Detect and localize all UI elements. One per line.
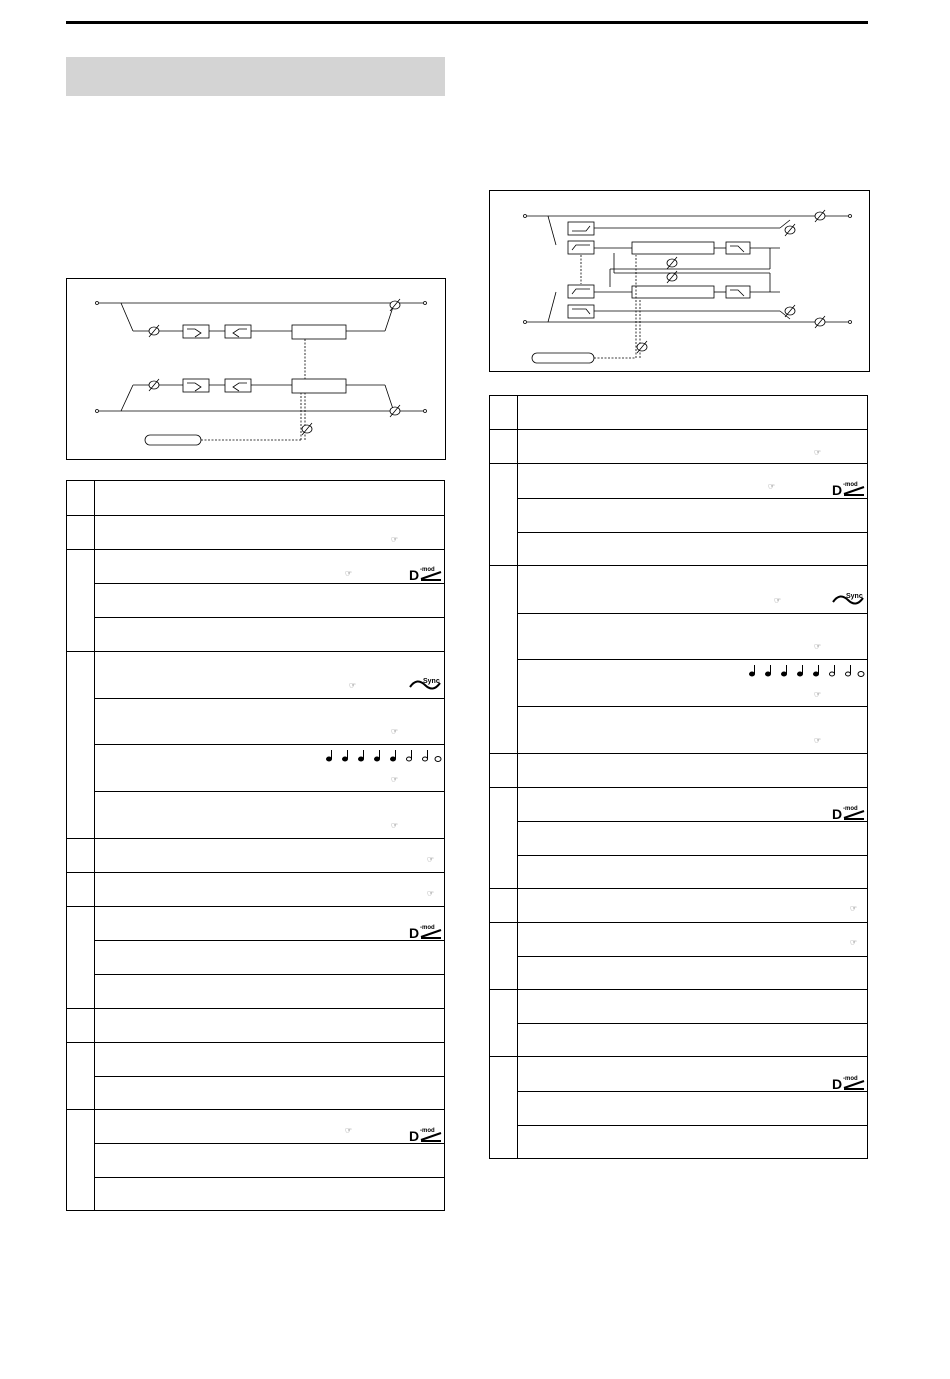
hand-pointer-icon: ☞ <box>850 904 858 913</box>
param-row <box>490 990 867 1057</box>
top-rule <box>66 21 868 24</box>
hand-pointer-icon: ☞ <box>814 448 822 457</box>
svg-text:D: D <box>409 925 420 939</box>
hand-pointer-icon: ☞ <box>814 736 822 745</box>
stereo-effect-diagram-left <box>66 278 446 460</box>
param-row <box>67 907 444 1009</box>
hand-pointer-icon: ☞ <box>345 569 353 578</box>
sub-row-divider <box>518 1125 867 1126</box>
param-row <box>490 754 867 788</box>
hand-pointer-icon: ☞ <box>391 775 399 784</box>
param-row <box>490 430 867 464</box>
sub-row-divider <box>95 1177 444 1178</box>
param-row <box>67 550 444 652</box>
hand-pointer-icon: ☞ <box>814 642 822 651</box>
block-diagram-svg <box>490 191 869 371</box>
svg-text:Sync: Sync <box>846 593 863 600</box>
svg-text:-mod: -mod <box>420 1128 435 1134</box>
dmod-icon <box>409 1126 443 1142</box>
hand-pointer-icon: ☞ <box>768 482 776 491</box>
hand-pointer-icon: ☞ <box>391 727 399 736</box>
note-values-icon <box>325 749 443 763</box>
param-row <box>67 516 444 550</box>
svg-text:-mod: -mod <box>843 806 858 812</box>
block-diagram-svg <box>67 279 445 459</box>
sync-icon <box>830 590 866 608</box>
param-row <box>490 788 867 889</box>
param-row <box>67 873 444 907</box>
sync-icon <box>407 675 443 693</box>
svg-text:-mod: -mod <box>420 567 435 573</box>
param-row <box>490 566 867 754</box>
svg-text:D: D <box>409 567 420 581</box>
hand-pointer-icon: ☞ <box>427 855 435 864</box>
hand-pointer-icon: ☞ <box>774 596 782 605</box>
hand-pointer-icon: ☞ <box>850 938 858 947</box>
param-row <box>67 481 444 516</box>
svg-text:-mod: -mod <box>420 925 435 931</box>
svg-text:-mod: -mod <box>843 1076 858 1082</box>
svg-text:D: D <box>409 1128 420 1142</box>
parameter-table-left <box>66 480 445 1211</box>
sub-row-divider <box>95 1143 444 1144</box>
dmod-icon <box>832 1074 866 1090</box>
sub-row-divider <box>518 1091 867 1092</box>
hand-pointer-icon: ☞ <box>391 821 399 830</box>
svg-text:Sync: Sync <box>423 678 440 685</box>
param-row <box>490 464 867 566</box>
param-row <box>67 652 444 839</box>
param-row <box>490 889 867 923</box>
svg-text:D: D <box>832 1076 843 1090</box>
stereo-effect-diagram-right <box>489 190 870 372</box>
dmod-icon <box>409 923 443 939</box>
svg-text:-mod: -mod <box>843 482 858 488</box>
hand-pointer-icon: ☞ <box>427 889 435 898</box>
hand-pointer-icon: ☞ <box>345 1126 353 1135</box>
dmod-icon <box>409 565 443 581</box>
param-row <box>67 839 444 873</box>
param-row <box>490 396 867 430</box>
param-row <box>67 1009 444 1043</box>
section-title-box <box>66 57 445 96</box>
dmod-icon <box>832 480 866 496</box>
dmod-icon <box>832 804 866 820</box>
param-number-cell <box>490 1057 518 1159</box>
note-values-icon <box>748 664 866 678</box>
param-number-cell <box>67 1110 95 1211</box>
hand-pointer-icon: ☞ <box>349 681 357 690</box>
svg-text:D: D <box>832 482 843 496</box>
hand-pointer-icon: ☞ <box>391 535 399 544</box>
svg-text:D: D <box>832 806 843 820</box>
parameter-table-right <box>489 395 868 1159</box>
hand-pointer-icon: ☞ <box>814 690 822 699</box>
param-row <box>67 1043 444 1110</box>
param-row <box>490 923 867 990</box>
